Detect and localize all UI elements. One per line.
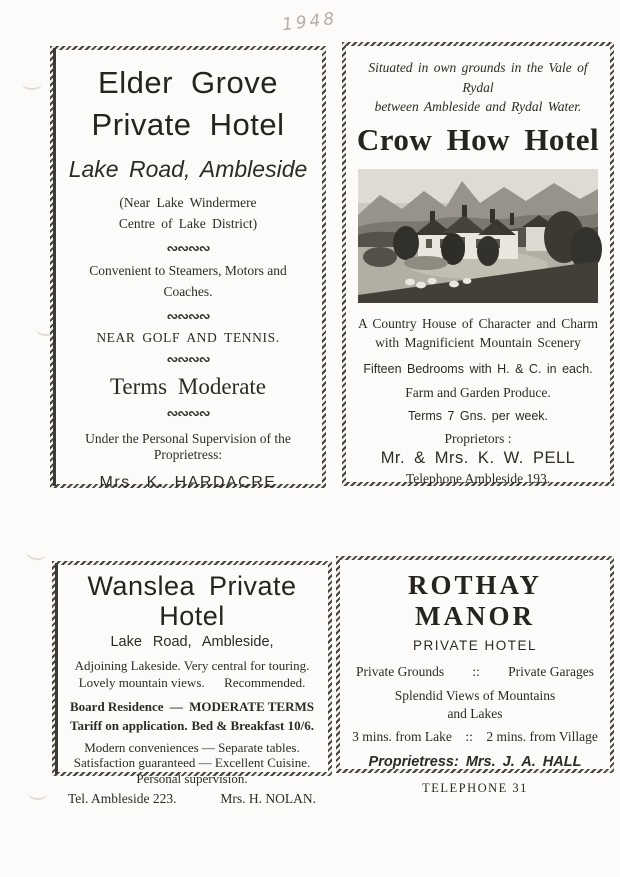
convenience-text: Convenient to Steamers, Motors and Coaches. [89,263,287,300]
handwritten-year-annotation: 1948 [280,8,339,36]
bed-breakfast-label: Bed & Breakfast 10/6. [191,718,314,734]
hotel-tagline: Situated in own grounds in the Vale of Rydal between Ambleside and Rydal Water. [368,60,588,115]
intro-text: Adjoining Lakeside. Very central for touring. Lovely mountain views. Recommended. [74,658,310,691]
proprietors-name: Mr. & Mrs. K. W. PELL [380,448,576,467]
terms-text: Terms Moderate [109,374,267,399]
advert-wanslea-hotel [52,561,332,807]
hotel-name-line: Private Hotel [91,107,285,143]
proprietress-name: Mrs. H. NOLAN. [220,791,316,807]
tariff-label: Tariff on application. [70,718,188,734]
separator: :: [472,664,480,679]
dash: — [169,699,183,715]
flourish-icon: ∾∾∾∾ [166,406,210,422]
board-residence-row [66,699,318,715]
advert-elder-grove-hotel [50,46,326,491]
page-curl-mark [25,544,47,561]
flourish-icon: ∾∾∾∾ [166,309,210,325]
supervision-note: Under the Personal Supervision of the Proprietress: [85,431,291,462]
proprietress-name: Mrs. K. HARDACRE [99,474,277,491]
telephone-text: Telephone Ambleside 193. [405,470,551,486]
grounds-garages-row [350,664,600,680]
hotel-subtitle: PRIVATE HOTEL [412,638,538,653]
views-text: Splendid Views of Mountains and Lakes [394,688,556,721]
telephone-text: Tel. Ambleside 223. [68,791,177,807]
hotel-name: Wanslea Private Hotel [87,571,297,631]
hotel-name-line: Elder Grove [98,65,278,100]
features-text: Modern conveniences — Separate tables. Satisfaction guaranteed — Excellent Cuisine. Personal supervision. [73,740,311,786]
board-label: Board Residence [70,699,164,715]
advert-crow-how-hotel [342,42,614,486]
moderate-terms-label: MODERATE TERMS [189,699,314,715]
flourish-icon: ∾∾∾∾ [166,241,210,258]
hotel-description: A Country House of Character and Charm with Magnificient Mountain Scenery [358,315,598,351]
hotel-address: Lake Road, Ambleside [68,156,308,183]
distances-text: 3 mins. from Lake :: 2 mins. from Village [352,729,598,745]
proprietress-name: Proprietress: Mrs. J. A. HALL [368,754,582,771]
flourish-icon: ∾∾∾∾ [166,352,210,368]
grounds-label: Private Grounds [356,664,445,679]
contact-row [66,791,318,807]
page-curl-mark [28,786,48,800]
terms-text: Terms 7 Gns. per week. [408,408,548,423]
telephone-text: TELEPHONE 31 [422,781,528,796]
produce-text: Farm and Garden Produce. [405,384,551,400]
hotel-photograph [358,169,598,303]
tariff-row [66,718,318,734]
advert-rothay-manor-hotel [336,556,614,796]
amenities-text: NEAR GOLF AND TENNIS. [96,330,280,345]
location-note: (Near Lake Windermere Centre of Lake District) [118,195,258,232]
hotel-address: Lake Road, Ambleside, [110,634,274,651]
proprietors-label: Proprietors : [444,430,512,446]
bedrooms-text: Fifteen Bedrooms with H. & C. in each. [363,361,593,376]
page-curl-mark [22,76,42,90]
hotel-name: Crow How Hotel [356,121,600,157]
garages-label: Private Garages [508,664,594,679]
hotel-name [62,62,314,146]
hotel-name: ROTHAY MANOR [407,570,543,631]
